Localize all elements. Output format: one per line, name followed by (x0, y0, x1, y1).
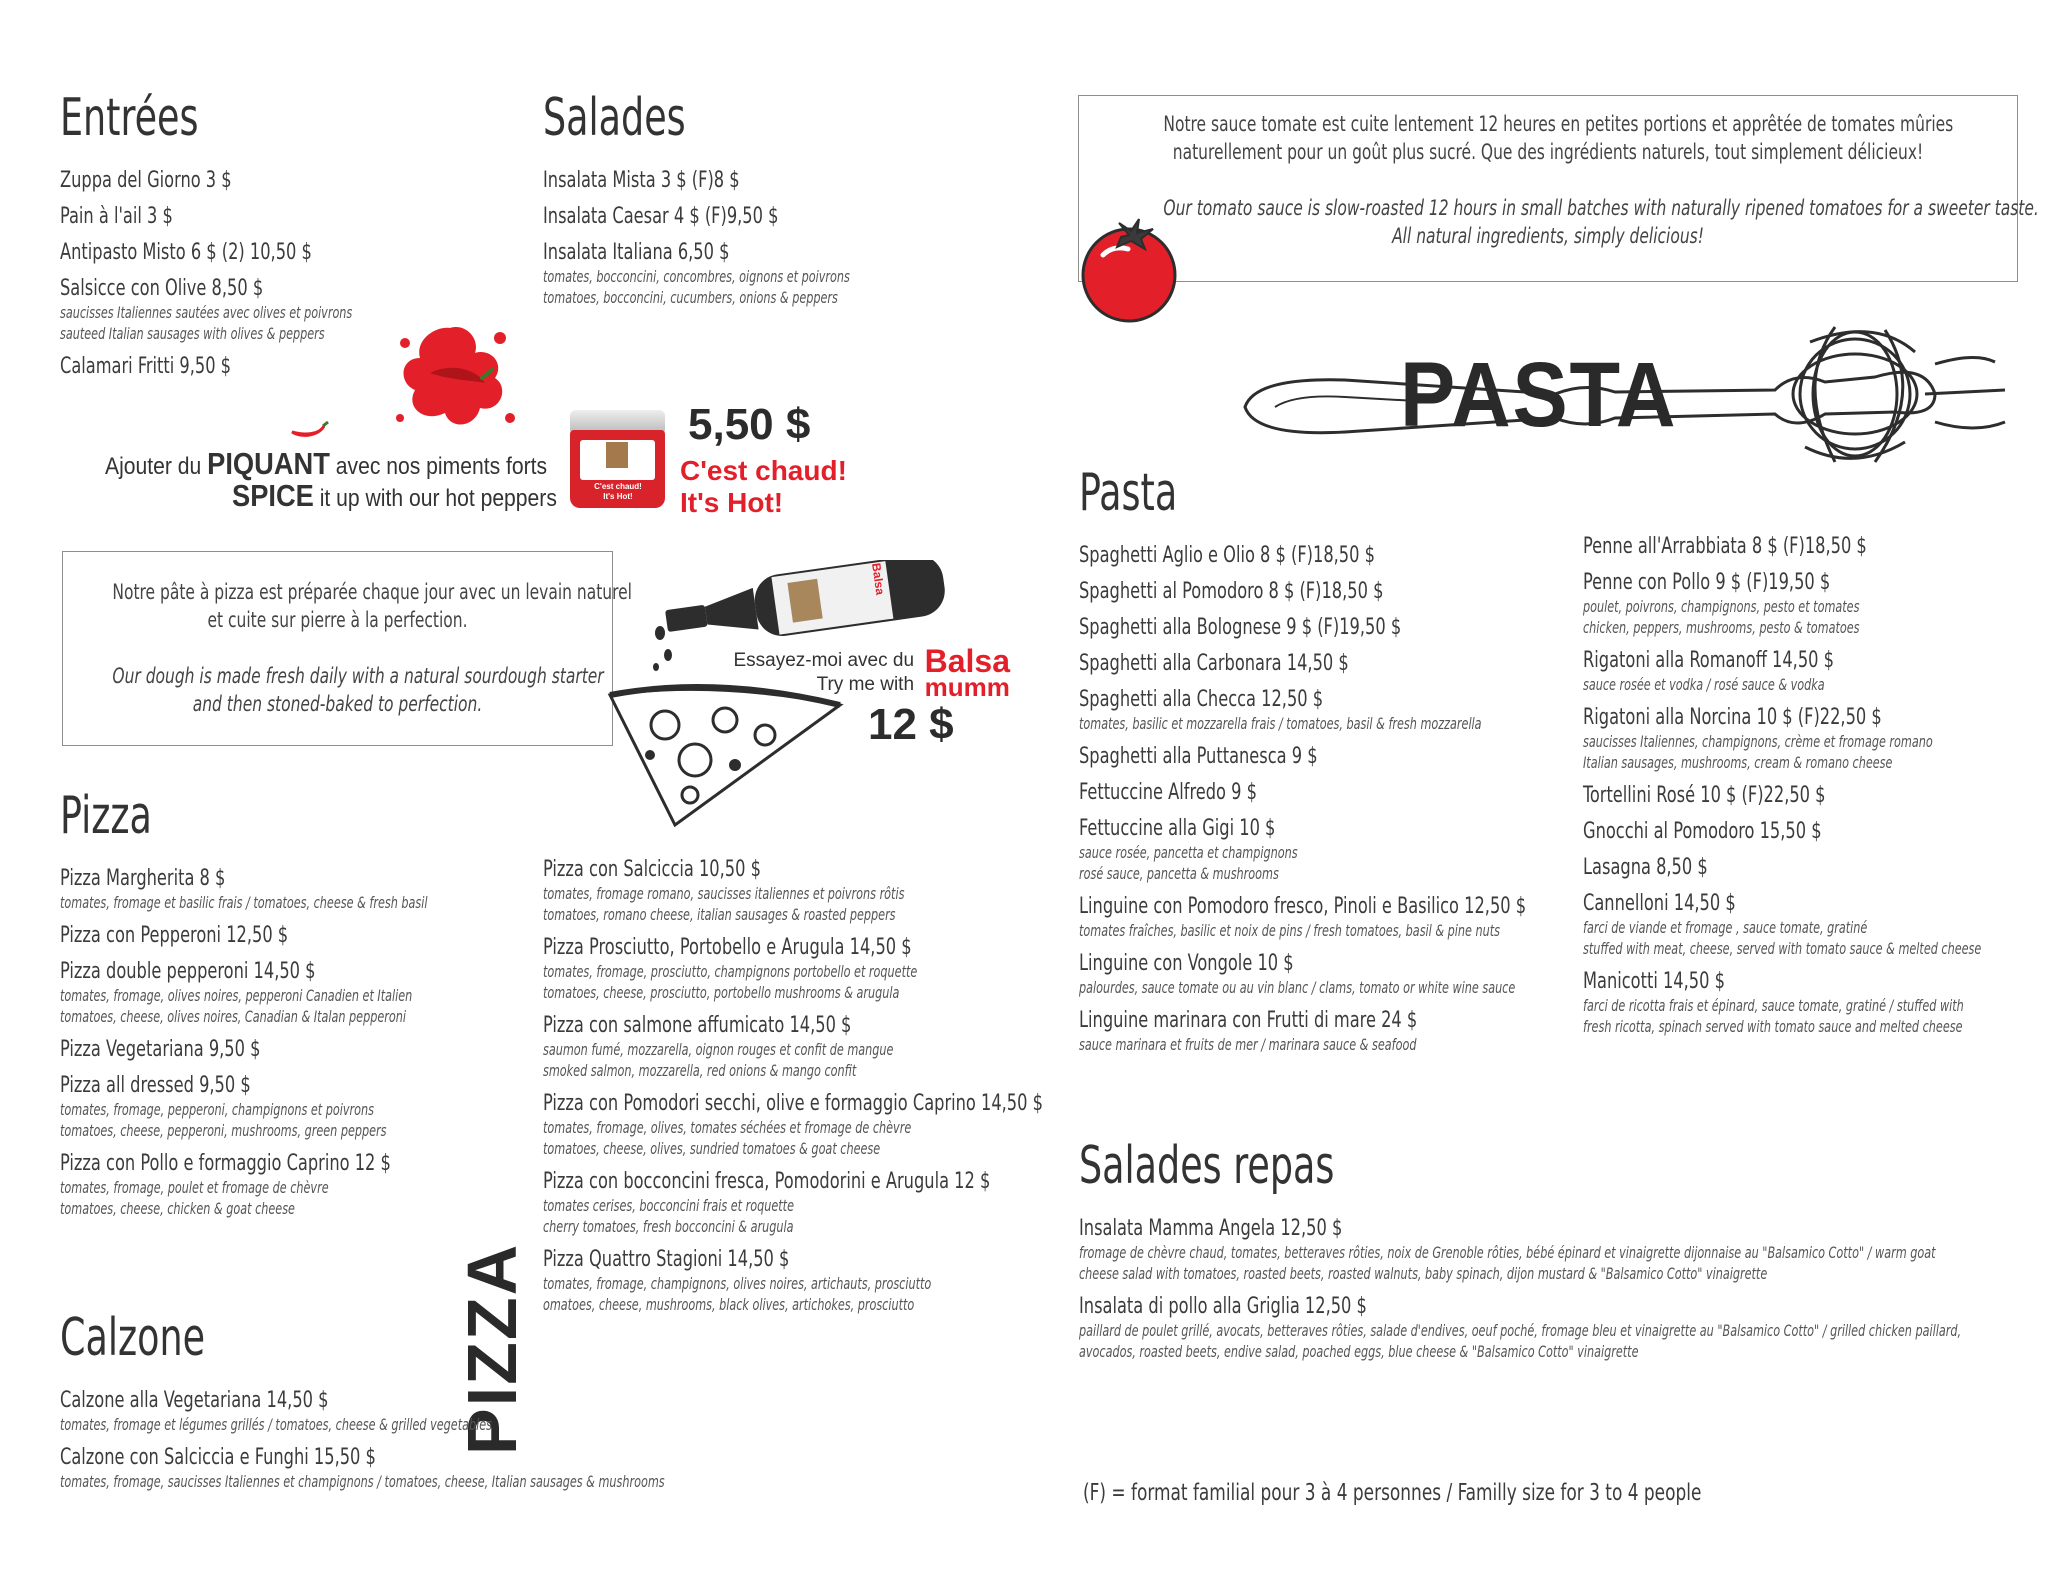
menu-item-description: sauce marinara et fruits de mer / marinara sauce & seafood (1079, 1035, 1417, 1054)
menu-item (543, 204, 936, 230)
dough-fr-1: Notre pâte à pizza est préparée chaque jour avec un levain naturel (112, 580, 632, 604)
menu-item (543, 1247, 1153, 1315)
menu-item-name: Fettuccine alla Gigi 10 $ (1079, 816, 1276, 841)
menu-item-name: Fettuccine Alfredo 9 $ (1079, 780, 1257, 805)
menu-item (60, 1073, 531, 1141)
menu-item-description: tomates, fromage, champignons, olives noires, artichauts, prosciutto (543, 1274, 932, 1293)
menu-item-name: Insalata Mamma Angela 12,50 $ (1079, 1216, 1343, 1241)
menu-item-description: farci de ricotta frais et épinard, sauce tomate, gratiné / stuffed with (1583, 996, 1964, 1015)
pasta-section (1079, 463, 1638, 1065)
menu-item (60, 1151, 531, 1219)
menu-item (1583, 570, 2048, 638)
menu-item-name: Salsicce con Olive 8,50 $ (60, 276, 264, 301)
menu-item-name: Linguine con Vongole 10 $ (1079, 951, 1294, 976)
menu-item-description: chicken, peppers, mushrooms, pesto & tomatoes (1583, 618, 1860, 637)
menu-item-description: Italian sausages, mushrooms, cream & romano cheese (1583, 753, 1893, 772)
pizza-section (60, 786, 531, 1229)
balsa-fr: Essayez-moi avec du (733, 650, 915, 671)
menu-item-description: tomates, fromage, prosciutto, champignons portobello et roquette (543, 962, 918, 981)
menu-item (543, 857, 1153, 925)
sauce-fr-1: Notre sauce tomate est cuite lentement 12 heures en petites portions et apprêtée de tomates mûries (1163, 112, 1954, 136)
menu-item-name: Insalata Italiana 6,50 $ (543, 240, 730, 265)
menu-item (60, 1445, 835, 1492)
balsa-en: Try me with (816, 674, 915, 695)
menu-item (1079, 780, 1638, 806)
menu-item (543, 168, 936, 194)
menu-item-name: Calzone con Salciccia e Funghi 15,50 $ (60, 1445, 376, 1470)
menu-item-description: tomates, bocconcini, concombres, oignons et poivrons (543, 267, 850, 286)
menu-item-name: Spaghetti alla Bolognese 9 $ (F)19,50 $ (1079, 615, 1402, 640)
menu-item (1079, 894, 1638, 941)
menu-item-name: Pizza con Salciccia 10,50 $ (543, 857, 761, 882)
menu-item-name: Spaghetti Aglio e Olio 8 $ (F)18,50 $ (1079, 543, 1375, 568)
menu-item (1079, 543, 1638, 569)
menu-item-description: tomatoes, cheese, olives noires, Canadian & Italan pepperoni (60, 1007, 406, 1026)
menu-item-name: Rigatoni alla Romanoff 14,50 $ (1583, 648, 1834, 673)
dough-en-2: and then stoned-baked to perfection. (192, 692, 483, 716)
menu-item (543, 935, 1153, 1003)
menu-item-description: farci de viande et fromage , sauce tomate, gratiné (1583, 918, 1868, 937)
menu-item-description: sauce rosée, pancetta et champignons (1079, 843, 1298, 862)
menu-item-name: Pizza Vegetariana 9,50 $ (60, 1037, 261, 1062)
pasta-list-col2 (1583, 534, 2048, 1047)
menu-item-name: Linguine marinara con Frutti di mare 24 $ (1079, 1008, 1418, 1033)
menu-item-description: tomates, fromage, poulet et fromage de chèvre (60, 1178, 329, 1197)
menu-item (1079, 816, 1638, 884)
menu-item-name: Linguine con Pomodoro fresco, Pinoli e Basilico 12,50 $ (1079, 894, 1527, 919)
hot-fr: C'est chaud! (680, 455, 847, 486)
menu-item-name: Pizza Margherita 8 $ (60, 866, 226, 891)
dough-en-1: Our dough is made fresh daily with a natural sourdough starter (112, 664, 604, 688)
menu-item-name: Spaghetti al Pomodoro 8 $ (F)18,50 $ (1079, 579, 1384, 604)
menu-item (1079, 1216, 2048, 1284)
menu-item-name: Penne con Pollo 9 $ (F)19,50 $ (1583, 570, 1831, 595)
salades-section (543, 88, 936, 318)
menu-item-name: Pizza Quattro Stagioni 14,50 $ (543, 1247, 790, 1272)
menu-item-description: paillard de poulet grillé, avocats, betteraves rôties, salade d'endives, oeuf poché, fromage bleu et vinaigrette au "Balsamico Cotto" / grilled chicken paillard, (1079, 1321, 1962, 1340)
jar-label-en: It's Hot! (603, 492, 633, 501)
menu-item (543, 1091, 1153, 1159)
menu-item-name: Calzone alla Vegetariana 14,50 $ (60, 1388, 329, 1413)
menu-item-description: rosé sauce, pancetta & mushrooms (1079, 864, 1279, 883)
menu-item-description: tomates, fromage, olives, tomates séchées et fromage de chèvre (543, 1118, 912, 1137)
small-chili-icon (290, 420, 330, 440)
sauce-info-box (1078, 95, 2039, 282)
menu-item (1079, 615, 1638, 641)
menu-item-description: avocados, roasted beets, endive salad, poached eggs, blue cheese & "Balsamico Cotto" vinaigrette (1079, 1342, 1639, 1361)
menu-item-name: Pizza con bocconcini fresca, Pomodorini e Arugula 12 $ (543, 1169, 991, 1194)
menu-item-name: Pizza con Pepperoni 12,50 $ (60, 923, 289, 948)
menu-item (543, 240, 936, 308)
menu-item-description: poulet, poivrons, champignons, pesto et tomates (1583, 597, 1860, 616)
menu-item-name: Pizza con Pomodori secchi, olive e formaggio Caprino 14,50 $ (543, 1091, 1043, 1116)
pizza-slice-icon (605, 680, 845, 830)
menu-item-name: Pizza double pepperoni 14,50 $ (60, 959, 316, 984)
balsa-brand-2: mumm (924, 672, 1010, 702)
menu-item (1079, 651, 1638, 677)
menu-item-description: cherry tomatoes, fresh bocconcini & arugula (543, 1217, 794, 1236)
menu-item-name: Lasagna 8,50 $ (1583, 855, 1708, 880)
sauce-fr-2: naturellement pour un goût plus sucré. Que des ingrédients naturels, tout simplement délicieux! (1172, 140, 1924, 164)
menu-item (60, 168, 435, 194)
menu-item-description: smoked salmon, mozzarella, red onions & mango confit (543, 1061, 857, 1080)
menu-item-name: Pizza con salmone affumicato 14,50 $ (543, 1013, 852, 1038)
menu-item-name: Calamari Fritti 9,50 $ (60, 354, 232, 379)
menu-item-description: palourdes, sauce tomate ou au vin blanc / clams, tomato or white wine sauce (1079, 978, 1516, 997)
spice-line1-pre: Ajouter du (105, 453, 208, 480)
menu-item-name: Cannelloni 14,50 $ (1583, 891, 1736, 916)
hot-en: It's Hot! (680, 487, 784, 518)
sauce-en-2: All natural ingredients, simply delicious! (1392, 224, 1704, 248)
menu-item-name: Insalata di pollo alla Griglia 12,50 $ (1079, 1294, 1367, 1319)
balsa-promo-text (730, 643, 1010, 702)
spice-line1-bold: PIQUANT (207, 446, 330, 481)
entrees-title: Entrées (60, 88, 199, 148)
pasta-banner-text: PASTA (1400, 344, 1678, 446)
calzone-title: Calzone (60, 1308, 206, 1368)
salades-repas-section (1079, 1136, 2048, 1372)
menu-item (60, 1388, 835, 1435)
menu-item-description: tomates, basilic et mozzarella frais / tomatoes, basil & fresh mozzarella (1079, 714, 1482, 733)
menu-item-name: Insalata Caesar 4 $ (F)9,50 $ (543, 204, 779, 229)
entrees-list (60, 168, 435, 380)
menu-item (1079, 744, 1638, 770)
menu-item-description: sauce rosée et vodka / rosé sauce & vodka (1583, 675, 1825, 694)
pizza-list-col1 (60, 866, 531, 1219)
dough-info-box (62, 551, 632, 746)
menu-item (60, 354, 435, 380)
tomato-icon (1073, 215, 1185, 327)
pizza-list-col2 (543, 857, 1153, 1325)
menu-item-description: tomatoes, romano cheese, italian sausages & roasted peppers (543, 905, 896, 924)
balsa-brand-1: Balsa (924, 643, 1010, 679)
menu-item (1583, 705, 2048, 773)
menu-item (1079, 1294, 2048, 1362)
menu-item-description: tomates, fromage et basilic frais / tomatoes, cheese & fresh basil (60, 893, 428, 912)
spice-line1-post: avec nos piments forts (329, 453, 548, 480)
spice-promo-text (105, 446, 607, 514)
menu-item (60, 204, 435, 230)
menu-item-description: tomates, fromage, pepperoni, champignons et poivrons (60, 1100, 374, 1119)
menu-item-name: Pizza all dressed 9,50 $ (60, 1073, 251, 1098)
menu-item (60, 1037, 531, 1063)
salades-title: Salades (543, 88, 686, 148)
menu-item-description: tomatoes, bocconcini, cucumbers, onions & peppers (543, 288, 838, 307)
salades-repas-title: Salades repas (1079, 1136, 1335, 1196)
jar-label-fr: C'est chaud! (594, 482, 642, 491)
menu-item (1583, 891, 2048, 959)
menu-item (1583, 855, 2048, 881)
menu-item (1079, 1008, 1638, 1055)
spice-line2-bold: SPICE (232, 478, 314, 513)
menu-item-name: Spaghetti alla Puttanesca 9 $ (1079, 744, 1318, 769)
menu-item (60, 276, 435, 344)
menu-item-name: Rigatoni alla Norcina 10 $ (F)22,50 $ (1583, 705, 1882, 730)
calzone-section (60, 1308, 835, 1502)
menu-item-description: cheese salad with tomatoes, roasted beets, roasted walnuts, baby spinach, dijon mustard & "Balsamico Cotto" vinaigrette (1079, 1264, 1768, 1283)
balsamic-bottle-icon (665, 560, 955, 640)
menu-item-description: tomates, fromage et légumes grillés / tomatoes, cheese & grilled vegetables (60, 1415, 493, 1434)
balsamic-drops-icon (648, 625, 678, 675)
menu-item-description: stuffed with meat, cheese, served with tomato sauce & melted cheese (1583, 939, 1982, 958)
menu-item (60, 240, 435, 266)
hot-pepper-splash-icon (390, 318, 520, 438)
menu-item-description: tomatoes, cheese, prosciutto, portobello mushrooms & arugula (543, 983, 900, 1002)
menu-item-description: sauteed Italian sausages with olives & peppers (60, 324, 325, 343)
family-size-footnote: (F) = format familial pour 3 à 4 personnes / Familly size for 3 to 4 people (1083, 1480, 1702, 1506)
menu-item-name: Spaghetti alla Carbonara 14,50 $ (1079, 651, 1349, 676)
menu-item-name: Insalata Mista 3 $ (F)8 $ (543, 168, 740, 193)
spice-price: 5,50 $ (688, 400, 811, 449)
menu-item-description: saucisses Italiennes sautées avec olives et poivrons (60, 303, 353, 322)
menu-item-name: Manicotti 14,50 $ (1583, 969, 1725, 994)
menu-item-description: saucisses Italiennes, champignons, crème et fromage romano (1583, 732, 1933, 751)
bottle-label-1: Balsa (869, 562, 888, 596)
menu-item (60, 866, 531, 913)
menu-item-description: tomates cerises, bocconcini frais et roquette (543, 1196, 794, 1215)
menu-item-description: tomates, fromage, olives noires, pepperoni Canadien et Italien (60, 986, 413, 1005)
menu-item-name: Pizza con Pollo e formaggio Caprino 12 $ (60, 1151, 391, 1176)
menu-item-description: saumon fumé, mozzarella, oignon rouges et confit de mangue (543, 1040, 894, 1059)
dough-fr-2: et cuite sur pierre à la perfection. (207, 608, 468, 632)
menu-item-name: Penne all'Arrabbiata 8 $ (F)18,50 $ (1583, 534, 1867, 559)
menu-item (1583, 819, 2048, 845)
menu-item-name: Spaghetti alla Checca 12,50 $ (1079, 687, 1324, 712)
menu-item (60, 959, 531, 1027)
pasta-list-col1 (1079, 543, 1638, 1055)
menu-item-description: fromage de chèvre chaud, tomates, betteraves rôties, noix de Grenoble rôties, bébé épinard et vinaigrette dijonnaise au "Balsamico Cotto" / warm goat (1079, 1243, 1936, 1262)
menu-item (1583, 534, 2048, 560)
calzone-list (60, 1388, 835, 1492)
menu-item-name: Antipasto Misto 6 $ (2) 10,50 $ (60, 240, 312, 265)
menu-item-description: tomatoes, cheese, pepperoni, mushrooms, green peppers (60, 1121, 387, 1140)
menu-item-name: Zuppa del Giorno 3 $ (60, 168, 232, 193)
menu-item (1583, 969, 2048, 1037)
pizza-title: Pizza (60, 786, 152, 846)
pizza-vertical-label: PIZZA (453, 1242, 531, 1455)
menu-item (60, 923, 531, 949)
menu-item-name: Tortellini Rosé 10 $ (F)22,50 $ (1583, 783, 1826, 808)
spice-hot-text (680, 455, 847, 519)
menu-item-description: omatoes, cheese, mushrooms, black olives, artichokes, prosciutto (543, 1295, 915, 1314)
entrees-section (60, 88, 435, 390)
menu-item (1079, 687, 1638, 734)
hot-pepper-jar-icon (570, 410, 665, 510)
salades-list (543, 168, 936, 308)
menu-item-description: tomatoes, cheese, olives, sundried tomatoes & goat cheese (543, 1139, 881, 1158)
menu-item-description: tomates, fromage romano, saucisses italiennes et poivrons rôtis (543, 884, 905, 903)
menu-item (1583, 648, 2048, 695)
menu-item (543, 1013, 1153, 1081)
sauce-en-1: Our tomato sauce is slow-roasted 12 hours in small batches with naturally ripened tomatoes for a sweeter taste. (1163, 196, 2039, 220)
menu-item-description: tomates fraîches, basilic et noix de pins / fresh tomatoes, basil & pine nuts (1079, 921, 1500, 940)
menu-item (1079, 579, 1638, 605)
menu-item-name: Pizza Prosciutto, Portobello e Arugula 14,50 $ (543, 935, 912, 960)
menu-item-name: Gnocchi al Pomodoro 15,50 $ (1583, 819, 1822, 844)
menu-item-description: fresh ricotta, spinach served with tomato sauce and melted cheese (1583, 1017, 1963, 1036)
menu-item (1079, 951, 1638, 998)
spice-line2-post: it up with our hot peppers (313, 485, 557, 512)
menu-item-description: tomates, fromage, saucisses Italiennes et champignons / tomatoes, cheese, Italian sausages & mushrooms (60, 1472, 665, 1491)
menu-item (543, 1169, 1153, 1237)
menu-item-description: tomatoes, cheese, chicken & goat cheese (60, 1199, 295, 1218)
menu-item-name: Pain à l'ail 3 $ (60, 204, 173, 229)
pasta-title: Pasta (1079, 463, 1178, 523)
balsa-price: 12 $ (868, 700, 954, 749)
menu-item (1583, 783, 2048, 809)
salades-repas-list (1079, 1216, 2048, 1362)
